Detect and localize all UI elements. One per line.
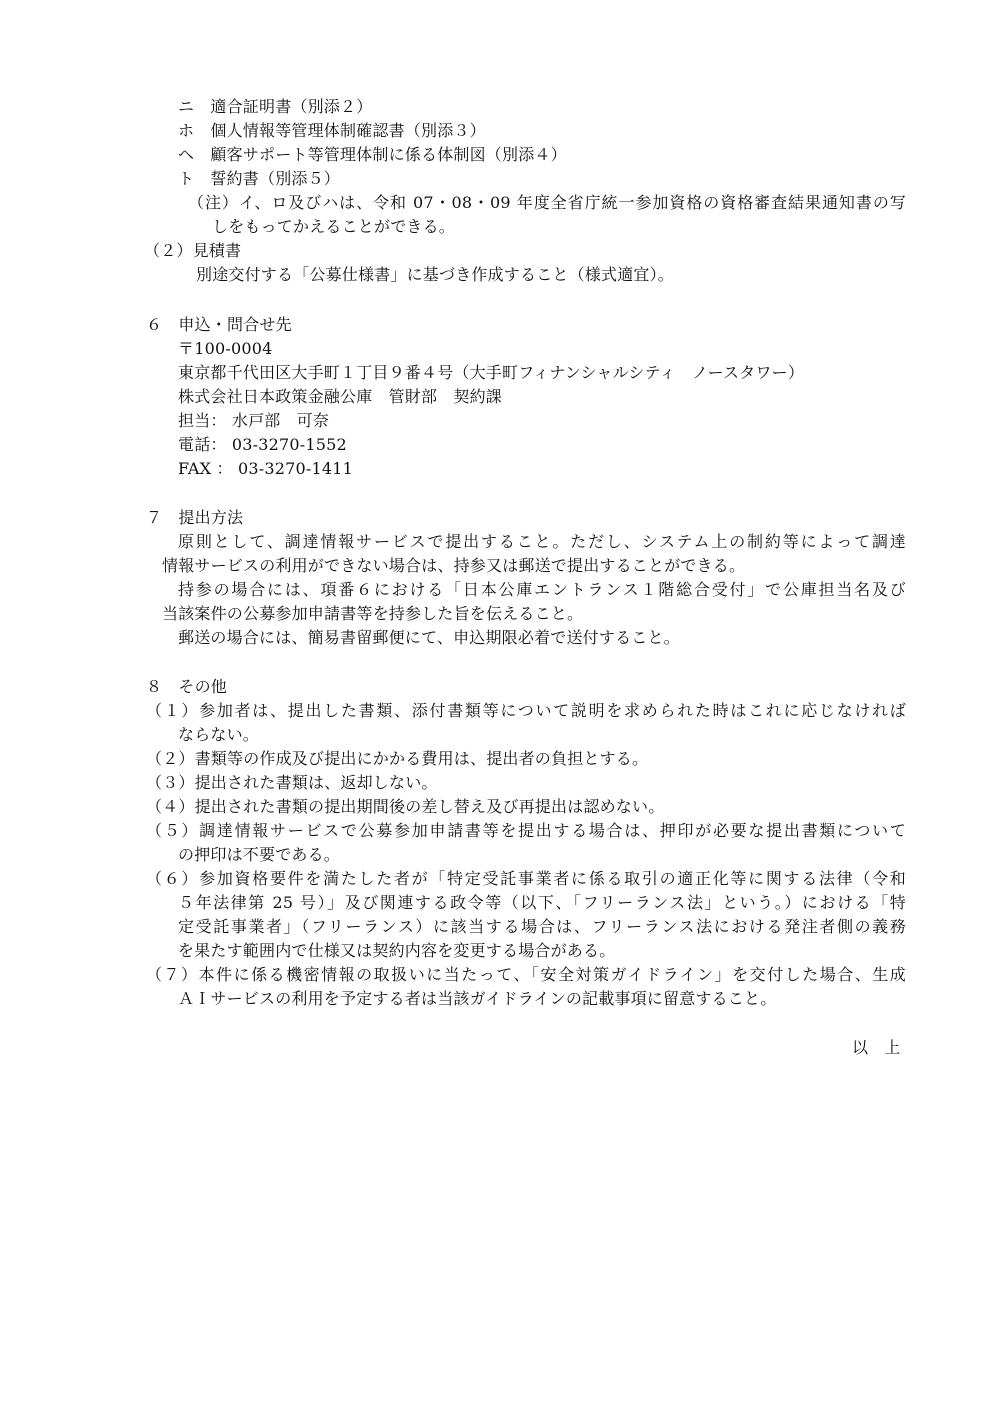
telephone: 電話： 03-3270-1552	[178, 435, 347, 454]
list-item-continuation: を果たす範囲内で仕様又は契約内容を変更する場合がある。	[178, 941, 616, 960]
paragraph-line: 別途交付する「公募仕様書」に基づき作成すること（様式適宜）。	[196, 265, 675, 284]
closing-mark: 以 上	[852, 1038, 901, 1057]
paragraph-line: 原則として、調達情報サービスで提出すること。ただし、システム上の制約等によって調達	[178, 532, 906, 551]
paragraph-line: 情報サービスの利用ができない場合は、持参又は郵送で提出することができる。	[162, 556, 746, 575]
section-heading: ６ 申込・問合せ先	[146, 315, 292, 334]
fax: FAX ： 03-3270-1411	[178, 459, 354, 478]
list-item-continuation: の押印は不要である。	[178, 845, 341, 864]
organization: 株式会社日本政策金融公庫 管財部 契約課	[178, 387, 503, 406]
list-item-continuation: 定受託事業者」（フリーランス）に該当する場合は、フリーランス法における発注者側の義務	[178, 917, 906, 936]
note-line: （注）イ、ロ及びハは、令和 07・08・09 年度全省庁統一参加資格の資格審査結果通知書の写	[188, 193, 906, 212]
list-item: （５）調達情報サービスで公募参加申請書等を提出する場合は、押印が必要な提出書類について	[146, 821, 906, 840]
list-item: （７）本件に係る機密情報の取扱いに当たって、「安全対策ガイドライン」を交付した場合、生成	[146, 965, 906, 984]
list-item: （６）参加資格要件を満たした者が「特定受託事業者に係る取引の適正化等に関する法律（令和	[146, 869, 906, 888]
list-item: （３）提出された書類は、返却しない。	[146, 773, 438, 792]
list-item: （２）書類等の作成及び提出にかかる費用は、提出者の負担とする。	[146, 749, 649, 768]
paragraph-line: 持参の場合には、項番６における「日本公庫エントランス１階総合受付」で公庫担当名及び	[178, 580, 906, 599]
contact-person: 担当： 水戸部 可奈	[178, 411, 330, 430]
list-item: （１）参加者は、提出した書類、添付書類等について説明を求められた時はこれに応じなければ	[146, 701, 906, 720]
note-line: しをもってかえることができる。	[212, 217, 456, 236]
item-ni: ニ 適合証明書（別添２）	[178, 97, 373, 116]
item-he: ヘ 顧客サポート等管理体制に係る体制図（別添４）	[178, 145, 567, 164]
list-item-continuation: ＡＩサービスの利用を予定する者は当該ガイドラインの記載事項に留意すること。	[178, 989, 777, 1008]
paragraph-line: 当該案件の公募参加申請書等を持参した旨を伝えること。	[162, 604, 584, 623]
section-heading: ８ その他	[146, 677, 228, 696]
address: 東京都千代田区大手町１丁目９番４号（大手町フィナンシャルシティ ノースタワー）	[178, 363, 805, 382]
list-item: （４）提出された書類の提出期間後の差し替え及び再提出は認めない。	[146, 797, 665, 816]
list-item-continuation: ５年法律第 25 号）」及び関連する政令等（以下、「フリーランス法」という。）における「特	[178, 893, 906, 912]
item-to: ト 誓約書（別添５）	[178, 169, 341, 188]
list-item-continuation: ならない。	[178, 725, 260, 744]
section-heading: ７ 提出方法	[146, 508, 244, 527]
subsection-heading: （２）見積書	[144, 241, 242, 260]
paragraph-line: 郵送の場合には、簡易書留郵便にて、申込期限必着で送付すること。	[178, 628, 680, 647]
postal-code: 〒100-0004	[178, 339, 273, 358]
item-ho: ホ 個人情報等管理体制確認書（別添３）	[178, 121, 486, 140]
